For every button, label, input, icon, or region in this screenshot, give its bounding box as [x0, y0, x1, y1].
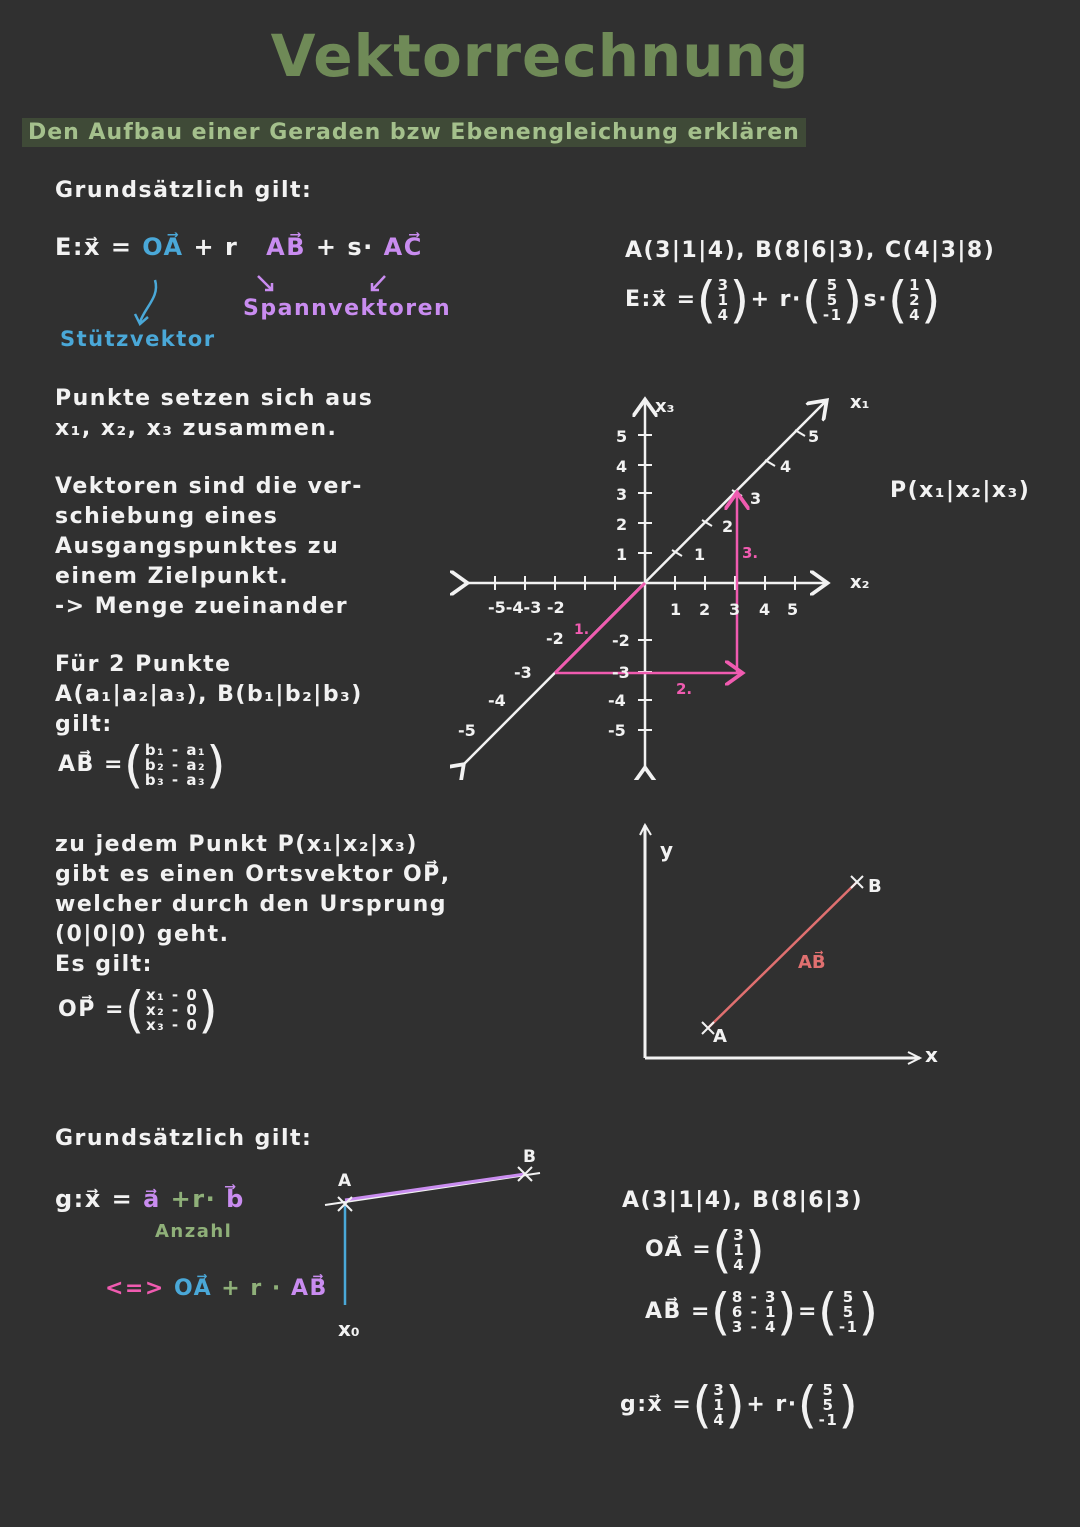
- point-b-marker: [851, 876, 863, 888]
- subtitle: Den Aufbau einer Geraden bzw Ebenengleichung erklären: [22, 118, 806, 147]
- point-p-label: P(x₁|x₂|x₃): [890, 478, 1031, 503]
- x2-tick-4: 4: [759, 600, 771, 619]
- plane-equation: [55, 232, 423, 262]
- sketch-vector: [345, 1174, 525, 1200]
- example-g: g:x⃗ = ( 3 1 4 ) + r· ( 5 5 -1 ): [620, 1376, 860, 1434]
- x1-tick-4: 4: [780, 457, 792, 476]
- example-plane-points: A(3|1|4), B(8|6|3), C(4|3|8): [625, 238, 996, 263]
- coordinate-system-2d: [620, 815, 960, 1075]
- x1-tick-2: 2: [722, 517, 734, 536]
- plane-plus-s: + s·: [315, 233, 374, 261]
- line-equation: [55, 1184, 245, 1214]
- plane-oa: OA⃗: [142, 233, 184, 261]
- step-1-label: 1.: [574, 622, 590, 638]
- x3-label: x₃: [655, 396, 675, 417]
- op-formula: OP⃗ = ( x₁ - 0 x₂ - 0 x₃ - 0 ): [58, 981, 220, 1039]
- sketch-a-label: A: [338, 1171, 352, 1191]
- op-row-1: x₁ - 0: [145, 985, 199, 1004]
- x3-neg-tick-5: -5: [608, 721, 626, 740]
- two-points-line-3: gilt:: [55, 712, 113, 737]
- ep-v2-3: -1: [822, 305, 843, 324]
- step-3-label: 3.: [742, 544, 759, 562]
- ep-v2-2: 5: [826, 290, 839, 309]
- plane-ab: AB⃗: [266, 233, 307, 261]
- line-ab: AB⃗: [290, 1276, 328, 1301]
- plane-eq-prefix: E:x⃗ =: [55, 233, 133, 261]
- el-abc-2: 6 - 1: [731, 1302, 777, 1321]
- x1-tick-5: 5: [808, 427, 820, 446]
- x2-tick-5: 5: [787, 600, 799, 619]
- el-oa-2: 1: [733, 1240, 746, 1259]
- el-abc-1: 8 - 3: [731, 1287, 777, 1306]
- x3-tick-4: 4: [616, 457, 628, 476]
- op-formula-lhs: OP⃗ =: [58, 997, 125, 1022]
- el-oa-3: 4: [733, 1255, 746, 1274]
- x1-neg-tick-3: -3: [514, 663, 532, 682]
- ortsvektor-text: [55, 830, 451, 980]
- ortsvektor-line-4: (0|0|0) geht.: [55, 922, 230, 947]
- ortsvektor-line-1: zu jedem Punkt P(x₁|x₂|x₃): [55, 832, 418, 857]
- el-abr-3: -1: [838, 1317, 859, 1336]
- x3-tick-2: 2: [616, 515, 628, 534]
- plane-heading: Grundsätzlich gilt:: [55, 178, 313, 203]
- el-g1-2: 1: [713, 1395, 726, 1414]
- x2-label: x₂: [850, 572, 870, 593]
- ep-v1-2: 1: [717, 290, 730, 309]
- vectors-line-2: schiebung eines: [55, 504, 279, 529]
- ep-v3-2: 2: [909, 290, 921, 309]
- vector-ab: [708, 882, 857, 1028]
- two-points-text: [55, 650, 363, 740]
- x2-tick-1: 1: [670, 600, 682, 619]
- example-line-points: A(3|1|4), B(8|6|3): [622, 1188, 864, 1213]
- line-eq-prefix: g:x⃗ =: [55, 1185, 134, 1213]
- ortsvektor-line-3: welcher durch den Ursprung: [55, 892, 448, 917]
- el-g2-1: 5: [822, 1380, 835, 1399]
- x3-neg-tick-2: -2: [612, 631, 630, 650]
- x2-tick-3: 3: [729, 600, 741, 619]
- el-g2-2: 5: [822, 1395, 835, 1414]
- step1-vector: [555, 583, 645, 673]
- x3-neg-tick-3: -3: [612, 663, 630, 682]
- example-g-lhs: g:x⃗ =: [620, 1392, 693, 1417]
- ep-s: s·: [863, 287, 889, 312]
- ep-plus-r: + r·: [750, 287, 802, 312]
- ab-formula: AB⃗ = ( b₁ - a₁ b₂ - a₂ b₃ - a₃ ): [58, 736, 228, 794]
- x1-neg-tick-5: -5: [458, 721, 476, 740]
- example-plane-prefix: E:x⃗ =: [625, 287, 697, 312]
- points-line-2: x₁, x₂, x₃ zusammen.: [55, 416, 338, 441]
- op-row-3: x₃ - 0: [145, 1015, 199, 1034]
- sketch-b-label: B: [523, 1147, 536, 1167]
- x1-neg-tick-2: -2: [546, 629, 564, 648]
- ep-v1-3: 4: [717, 305, 730, 324]
- x3-tick-3: 3: [616, 485, 628, 504]
- line-sketch: [320, 1140, 560, 1350]
- el-abr-1: 5: [842, 1287, 855, 1306]
- plane-plus-r: + r: [193, 233, 239, 261]
- line-b: b⃗: [226, 1185, 245, 1213]
- example-ab: AB⃗ = ( 8 - 3 6 - 1 3 - 4 ) = ( 5 5 -1 ): [645, 1283, 880, 1341]
- vectors-line-5: -> Menge zueinander: [55, 594, 349, 619]
- x-label: x: [925, 1043, 938, 1067]
- ab-row-1: b₁ - a₁: [144, 740, 207, 759]
- el-abr-2: 5: [842, 1302, 855, 1321]
- line-equiv: [105, 1274, 328, 1304]
- page-title: Vektorrechnung: [270, 22, 810, 90]
- el-g2-3: -1: [818, 1410, 839, 1429]
- x2-neg-ticks: -5-4-3 -2: [488, 598, 565, 617]
- points-line-1: Punkte setzen sich aus: [55, 386, 374, 411]
- two-points-line-2: A(a₁|a₂|a₃), B(b₁|b₂|b₃): [55, 682, 363, 707]
- line-plus-r: +r·: [170, 1185, 217, 1213]
- vectors-line-1: Vektoren sind die ver-: [55, 474, 363, 499]
- line-heading: Grundsätzlich gilt:: [55, 1126, 313, 1151]
- x3-tick-5: 5: [616, 427, 628, 446]
- two-points-line-1: Für 2 Punkte: [55, 652, 232, 677]
- example-oa-lhs: OA⃗ =: [645, 1237, 713, 1262]
- el-plus-r: + r·: [746, 1392, 798, 1417]
- ep-v3-3: 4: [909, 305, 921, 324]
- x1-tick-3: 3: [750, 489, 762, 508]
- ab-row-3: b₃ - a₃: [144, 770, 207, 789]
- el-abc-3: 3 - 4: [731, 1317, 777, 1336]
- x3-neg-tick-4: -4: [608, 691, 626, 710]
- x1-neg-tick-4: -4: [488, 691, 506, 710]
- line-plus-r2: + r ·: [221, 1276, 282, 1301]
- x1-tick-1: 1: [694, 545, 706, 564]
- x3-tick-1: 1: [616, 545, 628, 564]
- equiv-arrow: <=>: [105, 1276, 165, 1301]
- x2-tick-2: 2: [699, 600, 711, 619]
- vectors-line-4: einem Zielpunkt.: [55, 564, 290, 589]
- coordinate-system-3d: [450, 380, 910, 780]
- point-b-label: B: [868, 876, 882, 897]
- el-g1-3: 4: [713, 1410, 726, 1429]
- step-2-label: 2.: [676, 680, 693, 698]
- line-a: a⃗: [143, 1185, 161, 1213]
- points-text: [55, 384, 373, 444]
- example-oa: OA⃗ = ( 3 1 4 ): [645, 1221, 767, 1279]
- ep-v1-1: 3: [717, 275, 730, 294]
- example-plane-equation: E:x⃗ = ( 3 1 4 ) + r· ( 5 5 -1 ) s· ( 1 2 4 ): [625, 271, 943, 329]
- x1-label: x₁: [850, 392, 870, 413]
- vectors-text: [55, 472, 363, 622]
- el-g1-1: 3: [713, 1380, 726, 1399]
- vectors-line-3: Ausgangspunktes zu: [55, 534, 340, 559]
- ab-formula-lhs: AB⃗ =: [58, 752, 124, 777]
- point-a-label: A: [713, 1026, 727, 1047]
- stuetzvektor-label: Stützvektor: [60, 327, 216, 351]
- ab-row-2: b₂ - a₂: [144, 755, 207, 774]
- line-oa: OA⃗: [173, 1276, 213, 1301]
- sketch-x0-label: x₀: [338, 1317, 360, 1341]
- plane-ac: AC⃗: [383, 233, 423, 261]
- example-ab-lhs: AB⃗ =: [645, 1299, 711, 1324]
- ortsvektor-line-2: gibt es einen Ortsvektor OP⃗,: [55, 862, 451, 887]
- ep-v3-1: 1: [909, 275, 921, 294]
- op-row-2: x₂ - 0: [145, 1000, 199, 1019]
- ortsvektor-line-5: Es gilt:: [55, 952, 153, 977]
- ab-label: AB⃗: [798, 952, 826, 973]
- y-label: y: [660, 838, 674, 862]
- ep-v2-1: 5: [826, 275, 839, 294]
- anzahl-label: Anzahl: [155, 1221, 233, 1242]
- spannvektoren-label: Spannvektoren: [243, 296, 452, 321]
- el-oa-1: 3: [733, 1225, 746, 1244]
